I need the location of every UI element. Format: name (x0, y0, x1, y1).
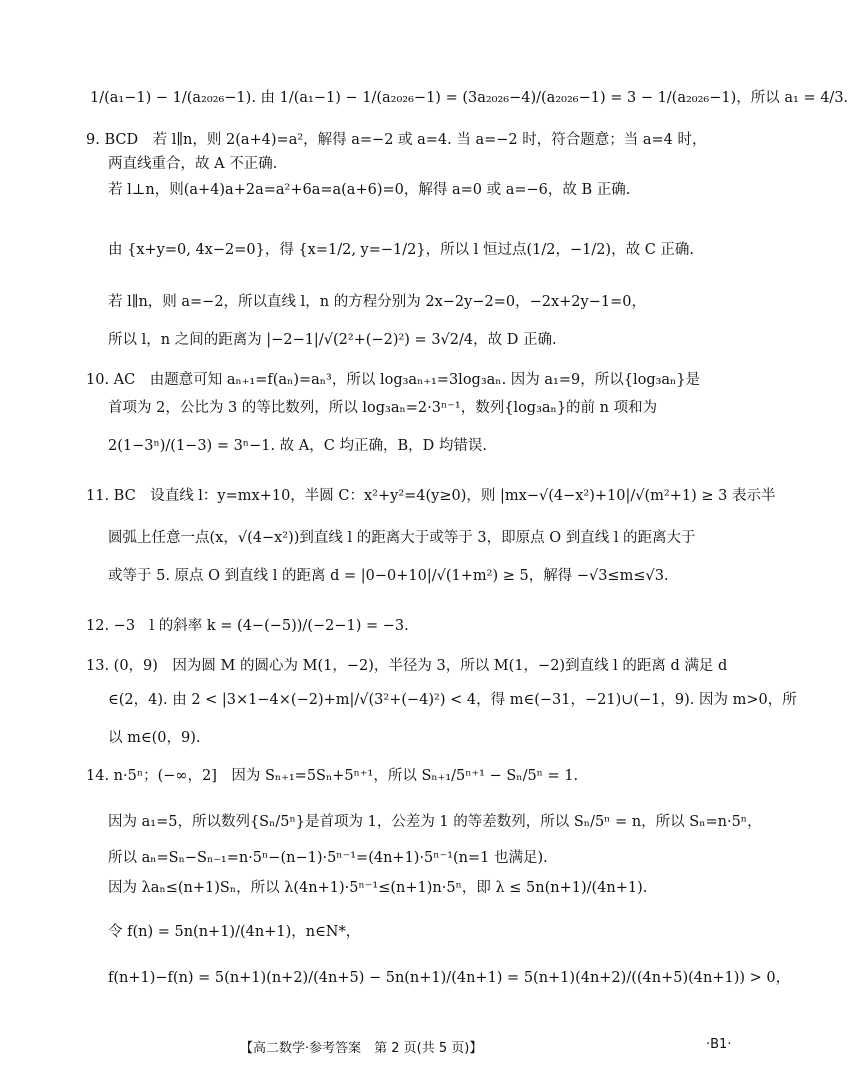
text-line: 或等于 5. 原点 O 到直线 l 的距离 d = |0−0+10|/√(1+m²) ≥ 5，解得 −√3≤m≤√3. (108, 568, 669, 584)
text-line: 13. (0，9) 因为圆 M 的圆心为 M(1，−2)，半径为 3，所以 M(1，−2)到直线 l 的距离 d 满足 d (86, 658, 728, 674)
text-line: 首项为 2，公比为 3 的等比数列，所以 log₃aₙ=2·3ⁿ⁻¹，数列{log₃aₙ}的前 n 项和为 (108, 400, 658, 416)
text-line: 12. −3 l 的斜率 k = (4−(−5))/(−2−1) = −3. (86, 618, 409, 634)
text-line: ∈(2，4). 由 2 < |3×1−4×(−2)+m|/√(3²+(−4)²) < 4，得 m∈(−31，−21)∪(−1，9). 因为 m>0，所 (108, 692, 797, 708)
text-line: 1/(a₁−1) − 1/(a₂₀₂₆−1). 由 1/(a₁−1) − 1/(a₂₀₂₆−1) = (3a₂₀₂₆−4)/(a₂₀₂₆−1) = 3 − 1/(a₂₀₂₆−1)，所以 a₁ = 4/3. (90, 90, 848, 106)
text-line: 10. AC 由题意可知 aₙ₊₁=f(aₙ)=aₙ³，所以 log₃aₙ₊₁=3log₃aₙ. 因为 a₁=9，所以{log₃aₙ}是 (86, 372, 701, 388)
text-line: 圆弧上任意一点(x，√(4−x²))到直线 l 的距离大于或等于 3，即原点 O 到直线 l 的距离大于 (108, 530, 696, 546)
text-line: f(n+1)−f(n) = 5(n+1)(n+2)/(4n+5) − 5n(n+1)/(4n+1) = 5(n+1)(4n+2)/((4n+5)(4n+1)) > 0， (108, 970, 791, 986)
text-line: 所以 l，n 之间的距离为 |−2−1|/√(2²+(−2)²) = 3√2/4，故 D 正确. (108, 332, 557, 348)
text-line: 若 l∥n，则 a=−2，所以直线 l，n 的方程分别为 2x−2y−2=0，−2x+2y−1=0， (108, 294, 646, 310)
text-line: 9. BCD 若 l∥n，则 2(a+4)=a²，解得 a=−2 或 a=4. 当 a=−2 时，符合题意；当 a=4 时， (86, 132, 707, 148)
text-line: 由 {x+y=0, 4x−2=0}，得 {x=1/2, y=−1/2}，所以 l 恒过点(1/2，−1/2)，故 C 正确. (108, 242, 695, 258)
text-line: 两直线重合，故 A 不正确. (108, 156, 278, 172)
footer-title: 【高二数学·参考答案 第 2 页(共 5 页)】 (240, 1041, 483, 1056)
text-line: 2(1−3ⁿ)/(1−3) = 3ⁿ−1. 故 A，C 均正确，B，D 均错误. (108, 438, 487, 454)
text-line: 14. n·5ⁿ；(−∞，2] 因为 Sₙ₊₁=5Sₙ+5ⁿ⁺¹，所以 Sₙ₊₁/5ⁿ⁺¹ − Sₙ/5ⁿ = 1. (86, 768, 579, 784)
text-line: 11. BC 设直线 l：y=mx+10，半圆 C：x²+y²=4(y≥0)，则 |mx−√(4−x²)+10|/√(m²+1) ≥ 3 表示半 (86, 488, 776, 504)
text-line: 若 l⊥n，则(a+4)a+2a=a²+6a=a(a+6)=0，解得 a=0 或 a=−6，故 B 正确. (108, 182, 631, 198)
text-line: 令 f(n) = 5n(n+1)/(4n+1)，n∈N*， (108, 924, 361, 940)
text-line: 因为 λaₙ≤(n+1)Sₙ，所以 λ(4n+1)·5ⁿ⁻¹≤(n+1)n·5ⁿ，即 λ ≤ 5n(n+1)/(4n+1). (108, 880, 648, 896)
footer-code: ·B1· (706, 1037, 732, 1052)
text-line: 以 m∈(0，9). (108, 730, 201, 746)
text-line: 所以 aₙ=Sₙ−Sₙ₋₁=n·5ⁿ−(n−1)·5ⁿ⁻¹=(4n+1)·5ⁿ⁻¹(n=1 也满足). (108, 850, 548, 866)
text-line: 因为 a₁=5，所以数列{Sₙ/5ⁿ}是首项为 1，公差为 1 的等差数列，所以 Sₙ/5ⁿ = n，所以 Sₙ=n·5ⁿ， (108, 814, 762, 830)
